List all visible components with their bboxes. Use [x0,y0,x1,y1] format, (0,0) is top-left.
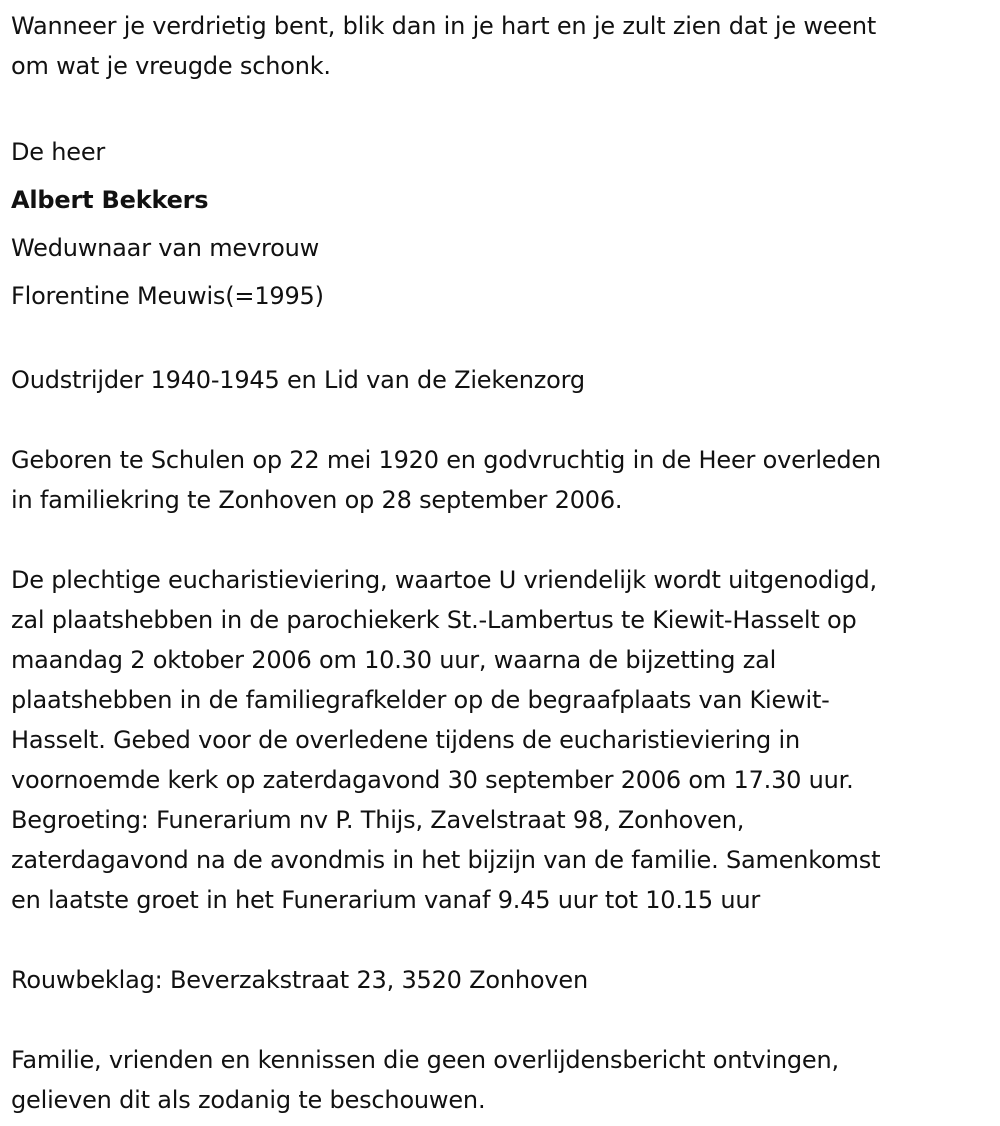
widower-line: Weduwnaar van mevrouw [11,234,320,262]
spacer [11,1000,996,1040]
spacer [11,400,996,440]
closing-line: gelieven dit als zodanig te beschouwen. [11,1086,486,1114]
spacer [11,320,996,360]
ceremony-line: en laatste groet in het Funerarium vanaf 9.45 uur tot 10.15 uur [11,886,761,914]
ceremony-line: Hasselt. Gebed voor de overledene tijdens de eucharistieviering in [11,726,800,754]
birth-death-line: Geboren te Schulen op 22 mei 1920 en godvruchtig in de Heer overleden [11,446,881,474]
deceased-name: Albert Bekkers [11,186,209,214]
ceremony-line: plaatshebben in de familiegrafkelder op de begraafplaats van Kiewit- [11,686,830,714]
closing-line: Familie, vrienden en kennissen die geen overlijdensbericht ontvingen, [11,1046,839,1074]
deceased-block [11,128,996,320]
spacer [11,920,996,960]
obituary-notice [11,6,996,1120]
ceremony-line: zaterdagavond na de avondmis in het bijzijn van de familie. Samenkomst [11,846,881,874]
condolence-address: Rouwbeklag: Beverzakstraat 23, 3520 Zonhoven [11,966,588,994]
ceremony-paragraph [11,560,996,920]
ceremony-line: De plechtige eucharistieviering, waartoe U vriendelijk wordt uitgenodigd, [11,566,877,594]
birth-death-line: in familiekring te Zonhoven op 28 september 2006. [11,486,623,514]
epigraph-line: Wanneer je verdrietig bent, blik dan in je hart en je zult zien dat je weent [11,12,877,40]
ceremony-line: zal plaatshebben in de parochiekerk St.-Lambertus te Kiewit-Hasselt op [11,606,857,634]
titles: Oudstrijder 1940-1945 en Lid van de Ziekenzorg [11,366,585,394]
epigraph [11,6,996,86]
birth-death-paragraph [11,440,996,520]
widower-line: Florentine Meuwis(=1995) [11,282,324,310]
ceremony-line: maandag 2 oktober 2006 om 10.30 uur, waarna de bijzetting zal [11,646,777,674]
ceremony-line: voornoemde kerk op zaterdagavond 30 september 2006 om 17.30 uur. [11,766,854,794]
epigraph-line: om wat je vreugde schonk. [11,52,331,80]
salutation: De heer [11,138,106,166]
ceremony-line: Begroeting: Funerarium nv P. Thijs, Zavelstraat 98, Zonhoven, [11,806,745,834]
closing-paragraph [11,1040,996,1120]
spacer [11,86,996,126]
spacer [11,520,996,560]
